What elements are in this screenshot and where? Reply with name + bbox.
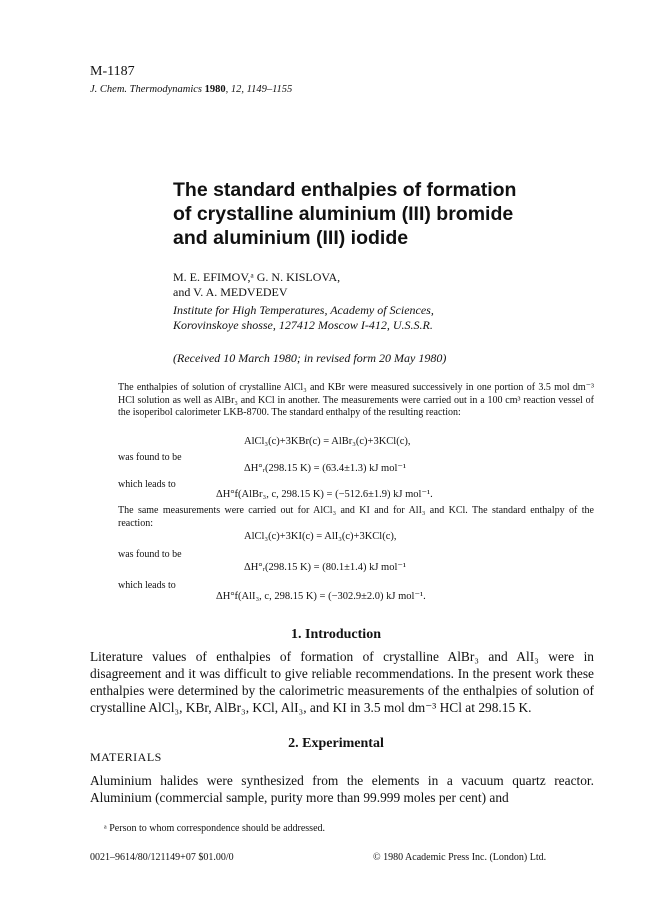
title-line: of crystalline aluminium (III) bromide xyxy=(173,203,514,225)
institution-line: Korovinskoye shosse, 127412 Moscow I-412, U.S.S.R. xyxy=(173,318,433,332)
journal-volume-pages: , 12, 1149–1155 xyxy=(225,84,293,95)
subheading-materials: MATERIALS xyxy=(90,750,162,764)
abstract-paragraph: The same measurements were carried out for AlCl₃ and KI and for AlI₃ and KCl. The standard enthalpy of the reaction: xyxy=(118,505,594,529)
copyright-notice: © 1980 Academic Press Inc. (London) Ltd. xyxy=(373,852,547,863)
equation-formation-ali3: ΔH°f(AlI₃, c, 298.15 K) = (−302.9±2.0) kJ mol⁻¹. xyxy=(216,591,426,602)
abstract-paragraph: The enthalpies of solution of crystalline AlCl₃ and KBr were measured successively in one portion of 3.5 mol dm⁻³ HCl solution as well as AlBr₃ and KCl in another. The measurements were carried out in a 100 cm³ reaction vessel of the isoperibol calorimeter LKB-8700. The standard enthalpy of the resulting reaction: xyxy=(118,382,594,418)
abstract-text: which leads to xyxy=(118,479,176,490)
equation-enthalpy-2: ΔH°ᵣ(298.15 K) = (80.1±1.4) kJ mol⁻¹ xyxy=(244,562,407,573)
author-list xyxy=(173,270,340,300)
footnote: ᵃ Person to whom correspondence should be addressed. xyxy=(104,823,326,834)
equation-reaction-2: AlCl₃(c)+3KI(c) = AlI₃(c)+3KCl(c), xyxy=(244,531,397,542)
introduction-text: Literature values of enthalpies of formation of crystalline AlBr₃ and AlI₃ were in disagreement and it was difficult to give reliable recommendations. In the present work these enthalpies were determined by the calorimetric measurements of the enthalpies of solution of crystalline AlCl₃, KBr, AlBr₃, KCl, AlI₃, and KI in 3.5 mol dm⁻³ HCl at 298.15 K. xyxy=(90,649,594,715)
equation-enthalpy-1: ΔH°ᵣ(298.15 K) = (63.4±1.3) kJ mol⁻¹ xyxy=(244,463,407,474)
abstract-paragraph-2 xyxy=(118,505,594,530)
institution-line: Institute for High Temperatures, Academy of Sciences, xyxy=(173,303,434,317)
author-line: and V. A. MEDVEDEV xyxy=(173,285,288,299)
section-heading-experimental: 2. Experimental xyxy=(288,736,384,751)
equation-formation-albr3: ΔH°f(AlBr₃, c, 298.15 K) = (−512.6±1.9) kJ mol⁻¹. xyxy=(216,489,433,500)
paper-title xyxy=(173,178,613,250)
abstract-text: was found to be xyxy=(118,549,182,560)
title-line: The standard enthalpies of formation xyxy=(173,179,517,201)
journal-name: J. Chem. Thermodynamics xyxy=(90,84,202,95)
section-heading-introduction: 1. Introduction xyxy=(291,627,381,642)
issn-code: 0021–9614/80/121149+07 $01.00/0 xyxy=(90,852,234,863)
manuscript-code: M-1187 xyxy=(90,64,135,79)
institution xyxy=(173,303,434,333)
abstract-text: which leads to xyxy=(118,580,176,591)
received-dates: (Received 10 March 1980; in revised form 20 May 1980) xyxy=(173,351,447,365)
author-line: M. E. EFIMOV,ᵃ G. N. KISLOVA, xyxy=(173,270,341,284)
title-line: and aluminium (III) iodide xyxy=(173,227,409,249)
journal-year: 1980 xyxy=(204,84,226,95)
abstract-text: was found to be xyxy=(118,452,182,463)
equation-reaction-1: AlCl₃(c)+3KBr(c) = AlBr₃(c)+3KCl(c), xyxy=(244,436,411,447)
materials-text: Aluminium halides were synthesized from the elements in a vacuum quartz reactor. Aluminium (commercial sample, purity more than 99.999 moles per cent) and xyxy=(90,773,594,805)
journal-citation xyxy=(90,84,292,95)
